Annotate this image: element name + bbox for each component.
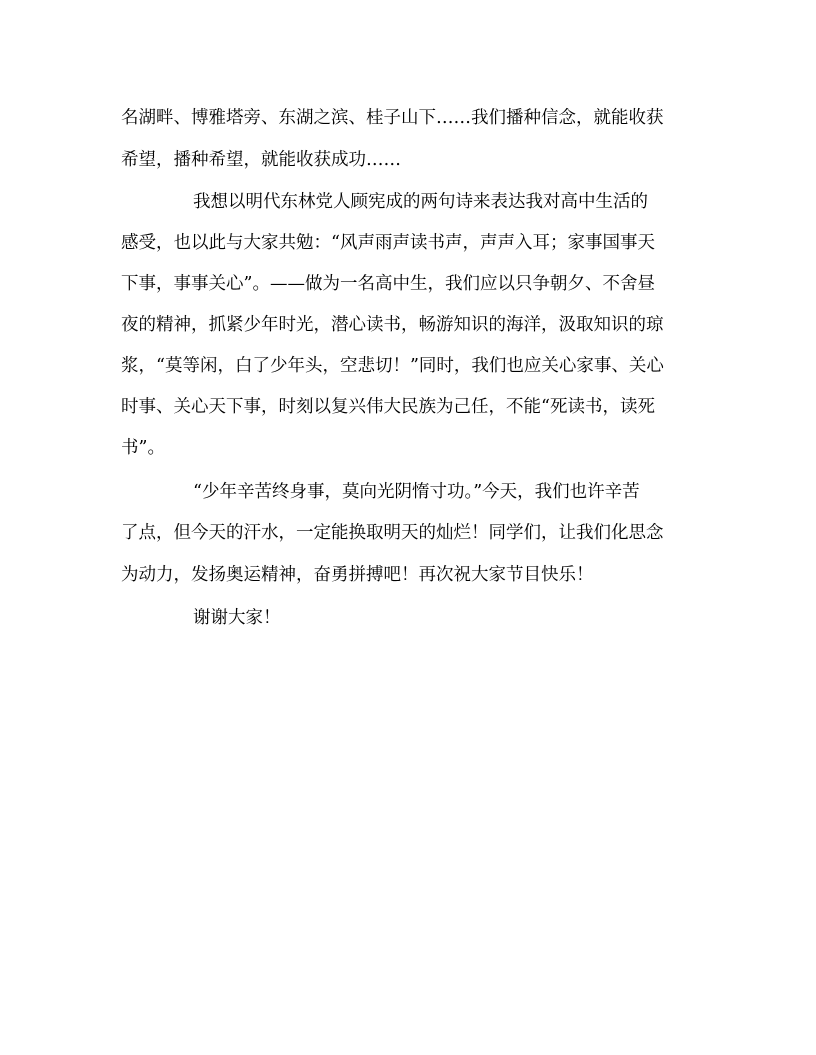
paragraph-line: 希望，播种希望，就能收获成功…… — [121, 150, 401, 170]
closing-line: 谢谢大家！ — [193, 608, 281, 628]
paragraph-line: 感受，也以此与大家共勉：“风声雨声读书声，声声入耳；家事国事天 — [121, 233, 655, 253]
paragraph-line: “少年辛苦终身事，莫向光阴惰寸功。”今天，我们也许辛苦 — [193, 482, 640, 502]
paragraph-line: 了点，但今天的汗水，一定能换取明天的灿烂！同学们，让我们化思念 — [121, 523, 664, 543]
paragraph-line: 时事、关心天下事，时刻以复兴伟大民族为己任，不能“死读书，读死 — [121, 397, 655, 417]
paragraph-line: 为动力，发扬奥运精神，奋勇拼搏吧！再次祝大家节目快乐！ — [121, 565, 594, 585]
paragraph-line: 浆，“莫等闲，白了少年头，空悲切！”同时，我们也应关心家事、关心 — [121, 356, 664, 376]
paragraph-line: 我想以明代东林党人顾宪成的两句诗来表达我对高中生活的 — [193, 192, 648, 212]
paragraph-line: 下事，事事关心”。——做为一名高中生，我们应以只争朝夕、不舍昼 — [121, 274, 655, 294]
paragraph-line: 书”。 — [121, 438, 165, 458]
paragraph-line: 夜的精神，抓紧少年时光，潜心读书，畅游知识的海洋，汲取知识的琼 — [121, 315, 664, 335]
paragraph-line: 名湖畔、博雅塔旁、东湖之滨、桂子山下……我们播种信念，就能收获 — [121, 108, 664, 128]
